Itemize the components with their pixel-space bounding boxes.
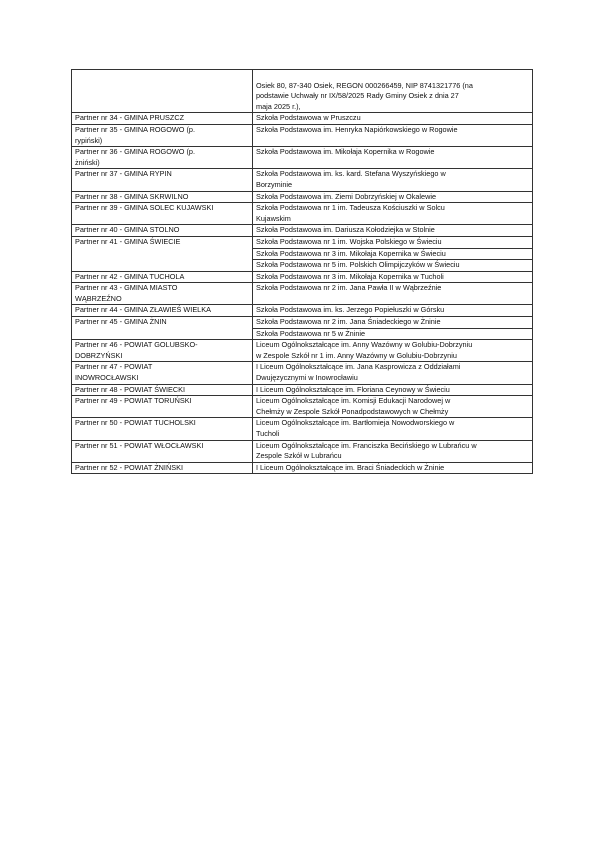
table-row: [72, 70, 533, 113]
school-line: Szkoła Podstawowa nr 5 im. Polskich Olimpijczyków w Świeciu: [256, 260, 460, 270]
partner-line: Partner nr 48 - POWIAT ŚWIECKI: [75, 384, 186, 394]
table-row: [72, 203, 533, 225]
school-cell: [253, 113, 533, 125]
school-cell: [253, 260, 533, 272]
school-cell: [253, 147, 533, 169]
school-cell: [253, 169, 533, 191]
school-cell: [253, 271, 533, 283]
partner-line: Partner nr 41 - GMINA ŚWIECIE: [75, 236, 181, 246]
school-cell: [253, 462, 533, 474]
partner-line: Partner nr 37 - GMINA RYPIN: [75, 169, 172, 179]
school-line: Tucholi: [256, 429, 280, 438]
school-cell: [253, 440, 533, 462]
school-cell: [253, 418, 533, 440]
school-cell: [253, 203, 533, 225]
partner-cell: [72, 203, 253, 225]
partner-line: Partner nr 36 - GMINA ROGOWO (p.: [75, 147, 196, 157]
table-row: [72, 236, 533, 248]
school-line: Szkoła Podstawowa im. Ziemi Dobrzyńskiej w Okalewie: [256, 191, 437, 201]
partner-line: Partner nr 40 - GMINA STOLNO: [75, 225, 180, 235]
school-line: Szkoła Podstawowa nr 2 im. Jana Śniadeckiego w Żninie: [256, 317, 441, 327]
partner-cell: [72, 124, 253, 146]
school-line: Liceum Ogólnokształcące im. Franciszka Becińskiego w Lubrańcu w: [256, 440, 477, 450]
partner-line: rypiński): [75, 135, 103, 145]
partner-line: Partner nr 43 - GMINA MIASTO: [75, 283, 178, 293]
table-row: [72, 440, 533, 462]
school-line: Szkoła Podstawowa nr 5 w Żninie: [256, 328, 366, 338]
table-row: [72, 271, 533, 283]
partner-cell: [72, 113, 253, 125]
table-row: [72, 396, 533, 418]
school-cell: [253, 225, 533, 237]
partner-cell: [72, 418, 253, 440]
partner-line: Partner nr 35 - GMINA ROGOWO (p.: [75, 124, 196, 134]
partner-cell: [72, 225, 253, 237]
partner-line: Partner nr 34 - GMINA PRUSZCZ: [75, 113, 185, 123]
partner-cell: [72, 384, 253, 396]
school-line: Szkoła Podstawowa w Pruszczu: [256, 113, 361, 123]
partner-cell: [72, 340, 253, 362]
partner-line: DOBRZYŃSKI: [75, 350, 123, 360]
table-row: [72, 191, 533, 203]
partner-line: Partner nr 42 - GMINA TUCHOLA: [75, 271, 185, 281]
partner-line: Partner nr 39 - GMINA SOLEC KUJAWSKI: [75, 203, 214, 213]
partner-line: Partner nr 50 - POWIAT TUCHOLSKI: [75, 418, 196, 428]
partner-cell: [72, 191, 253, 203]
partner-line: żniński): [75, 157, 100, 167]
school-cell: [253, 248, 533, 260]
partner-cell: [72, 317, 253, 340]
partner-line: [75, 70, 249, 81]
school-line: Zespole Szkół w Lubrańcu: [256, 451, 342, 461]
school-line: Szkoła Podstawowa nr 2 im. Jana Pawła II w Wąbrzeźnie: [256, 283, 442, 293]
partner-cell: [72, 169, 253, 191]
school-line: Szkoła Podstawowa nr 1 im. Tadeusza Kościuszki w Solcu: [256, 203, 445, 213]
school-line: I Liceum Ogólnokształcące im. Jana Kasprowicza z Oddziałami: [256, 362, 461, 372]
partner-line: WĄBRZEŹNO: [75, 293, 122, 303]
school-line: I Liceum Ogólnokształcące im. Braci Śniadeckich w Żninie: [256, 462, 445, 472]
school-line: Szkoła Podstawowa nr 3 im. Mikołaja Kopernika w Tucholi: [256, 271, 444, 281]
partner-cell: [72, 236, 253, 271]
school-line: Szkoła Podstawowa nr 1 im. Wojska Polskiego w Świeciu: [256, 236, 442, 246]
partner-line: Partner nr 49 - POWIAT TORUŃSKI: [75, 396, 192, 406]
table-row: [72, 462, 533, 474]
school-line: [256, 70, 529, 81]
school-line: Borzyminie: [256, 179, 293, 189]
school-cell: [253, 328, 533, 340]
table-row: [72, 283, 533, 305]
table-row: [72, 317, 533, 329]
partner-cell: [72, 440, 253, 462]
school-line: maja 2025 r.),: [256, 101, 301, 111]
school-cell: [253, 283, 533, 305]
school-cell: [253, 124, 533, 146]
partners-table-body: [72, 70, 533, 474]
school-cell: [253, 396, 533, 418]
partner-line: Partner nr 44 - GMINA ZŁAWIEŚ WIELKA: [75, 305, 211, 315]
partner-line: Partner nr 47 - POWIAT: [75, 362, 153, 372]
partner-line: Partner nr 51 - POWIAT WŁOCŁAWSKI: [75, 440, 204, 450]
table-row: [72, 362, 533, 384]
partner-line: Partner nr 46 - POWIAT GOLUBSKO-: [75, 340, 198, 350]
school-line: w Zespole Szkół nr 1 im. Anny Wazówny w Golubiu-Dobrzyniu: [256, 350, 457, 360]
partner-cell: [72, 271, 253, 283]
school-cell: [253, 384, 533, 396]
table-row: [72, 169, 533, 191]
school-line: Szkoła Podstawowa nr 3 im. Mikołaja Kopernika w Świeciu: [256, 248, 446, 258]
partner-line: Partner nr 38 - GMINA SKRWILNO: [75, 191, 189, 201]
table-row: [72, 384, 533, 396]
school-cell: [253, 70, 533, 113]
table-row: [72, 225, 533, 237]
table-row: [72, 147, 533, 169]
school-cell: [253, 317, 533, 329]
school-line: podstawie Uchwały nr IX/58/2025 Rady Gminy Osiek z dnia 27: [256, 91, 459, 101]
partner-cell: [72, 362, 253, 384]
partner-cell: [72, 396, 253, 418]
school-line: Liceum Ogólnokształcące im. Anny Wazówny w Golubiu-Dobrzyniu: [256, 340, 473, 350]
school-line: Chełmży w Zespole Szkół Ponadpodstawowych w Chełmży: [256, 406, 449, 416]
school-line: Szkoła Podstawowa im. Dariusza Kołodziejka w Stolnie: [256, 225, 435, 235]
partner-line: Partner nr 52 - POWIAT ŻNIŃSKI: [75, 462, 183, 472]
school-cell: [253, 305, 533, 317]
school-cell: [253, 340, 533, 362]
table-row: [72, 418, 533, 440]
school-line: Kujawskim: [256, 213, 291, 223]
school-line: Szkoła Podstawowa im. ks. kard. Stefana Wyszyńskiego w: [256, 169, 446, 179]
school-line: Dwujęzycznymi w Inowrocławiu: [256, 373, 358, 383]
school-line: Szkoła Podstawowa im. Mikołaja Kopernika w Rogowie: [256, 147, 435, 157]
school-line: I Liceum Ogólnokształcące im. Floriana Ceynowy w Świeciu: [256, 384, 450, 394]
table-row: [72, 124, 533, 146]
partner-line: Partner nr 45 - GMINA ŻNIN: [75, 317, 167, 327]
table-row: [72, 305, 533, 317]
table-row: [72, 113, 533, 125]
partner-line: INOWROCŁAWSKI: [75, 373, 139, 383]
school-line: Liceum Ogólnokształcące im. Bartłomieja Nowodworskiego w: [256, 418, 455, 428]
school-cell: [253, 191, 533, 203]
school-line: Szkoła Podstawowa im. ks. Jerzego Popiełuszki w Górsku: [256, 305, 445, 315]
school-line: Osiek 80, 87-340 Osiek, REGON 000266459, NIP 8741321776 (na: [256, 80, 473, 90]
school-cell: [253, 362, 533, 384]
partner-cell: [72, 147, 253, 169]
school-line: Liceum Ogólnokształcące im. Komisji Edukacji Narodowej w: [256, 396, 451, 406]
partner-cell: [72, 305, 253, 317]
partner-cell: [72, 462, 253, 474]
partner-cell: [72, 283, 253, 305]
partner-cell: [72, 70, 253, 113]
table-row: [72, 340, 533, 362]
school-line: Szkoła Podstawowa im. Henryka Napiórkowskiego w Rogowie: [256, 124, 458, 134]
school-cell: [253, 236, 533, 248]
partners-table: [71, 69, 533, 474]
